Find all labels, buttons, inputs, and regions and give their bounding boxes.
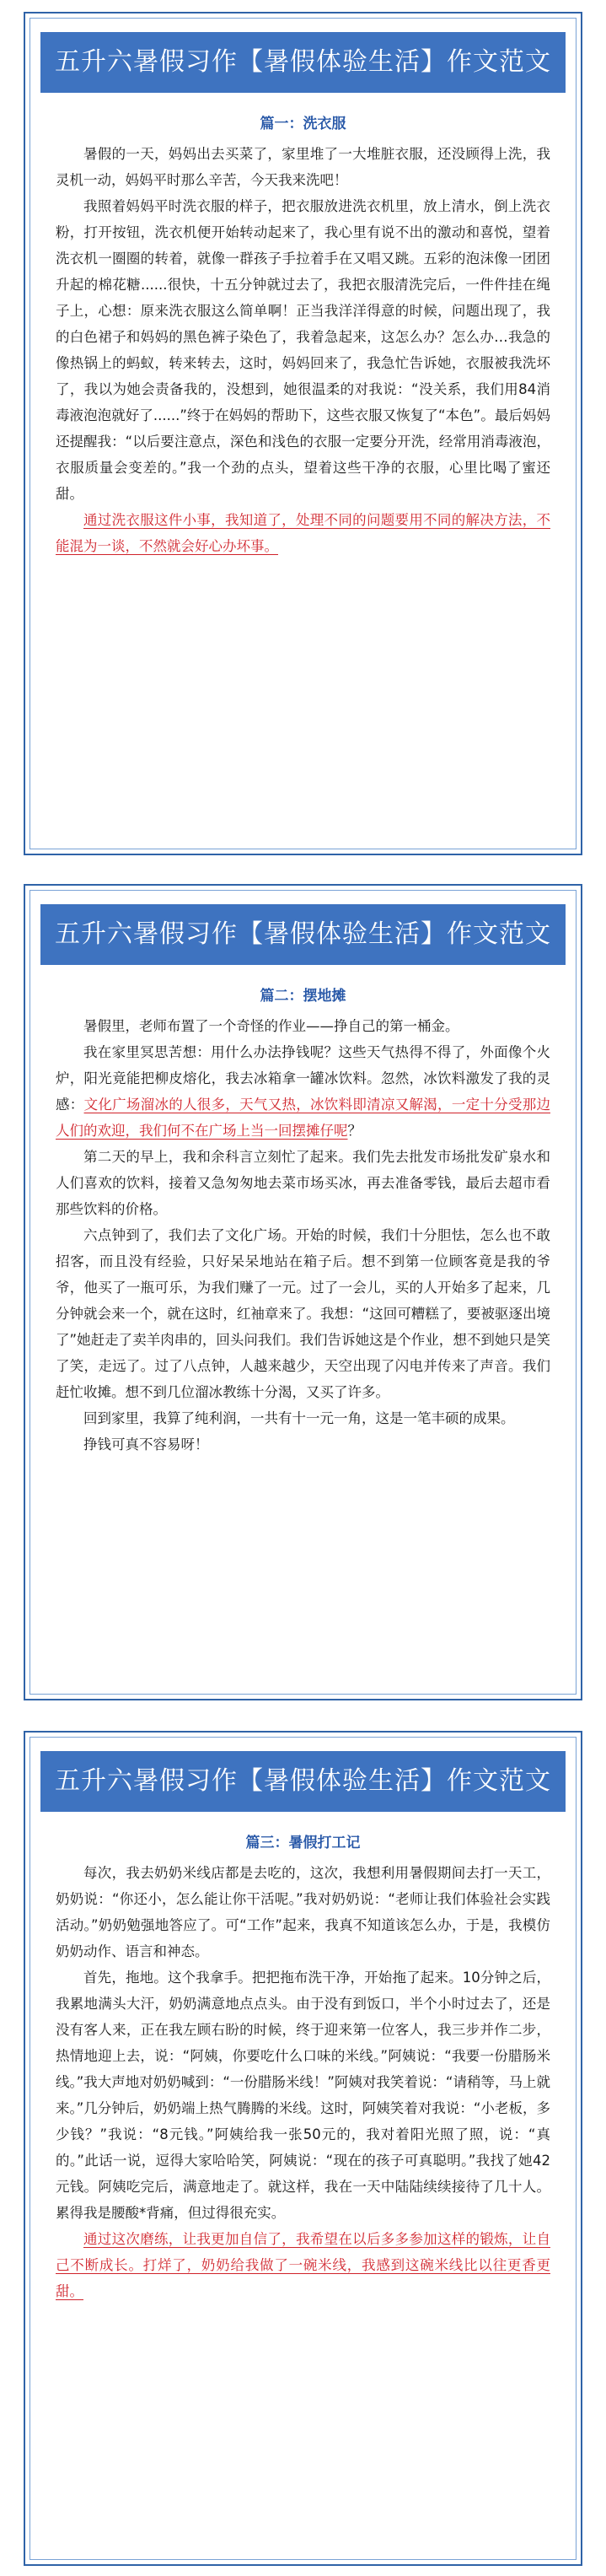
paragraph: 暑假的一天，妈妈出去买菜了，家里堆了一大堆脏衣服，还没顾得上洗，我灵机一动，妈妈平时那么辛苦，今天我来洗吧！ [56,146,550,188]
essay-title: 篇二：摆地摊 [260,988,346,1005]
paragraph: 六点钟到了，我们去了文化广场。开始的时候，我们十分胆怯，怎么也不敢招客，而且没有经验，只好呆呆地站在箱子后。想不到第一位顾客竟是我的爷爷，他买了一瓶可乐，为我们赚了一元。过了一会儿，买的人开始多了起来，几分钟就会来一个，就在这时，红袖章来了。我想：“这回可糟糕了，要被驱逐出境了”她赶走了卖羊肉串的，回头问我们。我们告诉她这是个作业，想不到她只是笑了笑，走远了。过了八点钟，人越来越少，天空出现了闪电并传来了声音。我们赶忙收摊。想不到几位溜冰教练十分渴，又买了许多。 [56,1227,550,1400]
paragraph: 第二天的早上，我和余科言立刻忙了起来。我们先去批发市场批发矿泉水和人们喜欢的饮料，接着又急匆匆地去菜市场买冰，再去准备零钱，最后去超市看那些饮料的价格。 [56,1149,550,1217]
highlighted-text: 文化广场溜冰的人很多，天气又热，冰饮料即清凉又解渴，一定十分受那边人们的欢迎，我们何不在广场上当一回摆摊仔呢 [56,1097,551,1139]
paragraph: 挣钱可真不容易呀！ [83,1436,209,1452]
banner-title: 五升六暑假习作【暑假体验生活】作文范文 [40,1751,566,1812]
paragraph [56,1039,550,1144]
paragraph: 我照着妈妈平时洗衣服的样子，把衣服放进洗衣机里，放上清水，倒上洗衣粉，打开按钮，洗衣机便开始转动起来了，我心里有说不出的激动和喜悦，望着洗衣机一圈圈的转着，就像一群孩子手拉着手在又唱又跳。五彩的泡沫像一团团升起的棉花糖......很快，十五分钟就过去了，我把衣服清洗完后，一件件挂在绳子上，心想：原来洗衣服这么简单啊！正当我洋洋得意的时候，问题出现了，我的白色裙子和妈妈的黑色裤子染色了，我着急起来，这怎么办？怎么办…我急的像热锅上的蚂蚁，转来转去，这时，妈妈回来了，我急忙告诉她，衣服被我洗坏了，我以为她会责备我的，没想到，她很温柔的对我说：“没关系，我们用84消毒液泡泡就好了......”终于在妈妈的帮助下，这些衣服又恢复了“本色”。最后妈妈还提醒我：“以后要注意点，深色和浅色的衣服一定要分开洗，经常用消毒液泡，衣服质量会变差的。”我一个劲的点头，望着这些干净的衣服，心里比喝了蜜还甜。 [56,198,550,502]
paragraph: 暑假里，老师布置了一个奇怪的作业——挣自己的第一桶金。 [83,1018,459,1034]
paragraph-text: ？ [347,1123,362,1139]
paragraph: 首先，拖地。这个我拿手。把把拖布洗干净，开始拖了起来。10分钟之后，我累地满头大汗，奶奶满意地点点头。由于没有到饭口，半个小时过去了，还是没有客人来，正在我左顾右盼的时候，终于迎来第一位客人，我三步并作二步，热情地迎上去，说：“阿姨，你要吃什么口味的米线。”阿姨说：“我要一份腊肠米线。”我大声地对奶奶喊到：“一份腊肠米线！”阿姨对我笑着说：“请稍等，马上就来。”几分钟后，奶奶端上热气腾腾的米线。这时，阿姨笑着对我说：“小老板，多少钱？”我说：“8元钱。”阿姨给我一张50元的，我对着阳光照了照，说：“真的。”此话一说，逗得大家哈哈笑，阿姨说：“现在的孩子可真聪明。”我找了她42元钱。阿姨吃完后，满意地走了。就这样，我在一天中陆陆续续接待了几十人。累得我是腰酸*背痛，但过得很充实。 [56,1970,550,2221]
essay-card-3 [24,1731,582,2566]
essay-body [25,1013,581,1458]
essay-body [25,141,581,559]
banner-title: 五升六暑假习作【暑假体验生活】作文范文 [40,32,566,93]
highlighted-conclusion: 通过洗衣服这件小事，我知道了，处理不同的问题要用不同的解决方法，不能混为一谈，不然就会好心办坏事。 [56,512,550,554]
paragraph: 回到家里，我算了纯利润，一共有十一元一角，这是一笔丰硕的成果。 [83,1410,515,1426]
paragraph-text: 我在家里冥思苦想：用什么办法挣钱呢？这些天气热得不得了，外面像个火炉，阳光竟能把柳皮熔化，我去冰箱拿一罐冰饮料。忽然，冰饮料激发了我的灵感： [56,1044,550,1113]
essay-body [25,1860,581,2304]
banner-title: 五升六暑假习作【暑假体验生活】作文范文 [40,904,566,965]
essay-title: 篇一：洗衣服 [260,116,346,132]
essay-title: 篇三：暑假打工记 [245,1835,361,1851]
essay-card-2 [24,884,582,1700]
essay-card-1 [24,12,582,855]
highlighted-conclusion: 通过这次磨练，让我更加自信了，我希望在以后多多参加这样的锻炼，让自己不断成长。打烊了，奶奶给我做了一碗米线，我感到这碗米线比以往更香更甜。 [56,2231,550,2299]
paragraph: 每次，我去奶奶米线店都是去吃的，这次，我想利用暑假期间去打一天工，奶奶说：“你还小，怎么能让你干活呢。”我对奶奶说：“老师让我们体验社会实践活动。”奶奶勉强地答应了。可“工作”起来，我真不知道该怎么办，于是，我模仿奶奶动作、语言和神态。 [56,1865,550,1959]
